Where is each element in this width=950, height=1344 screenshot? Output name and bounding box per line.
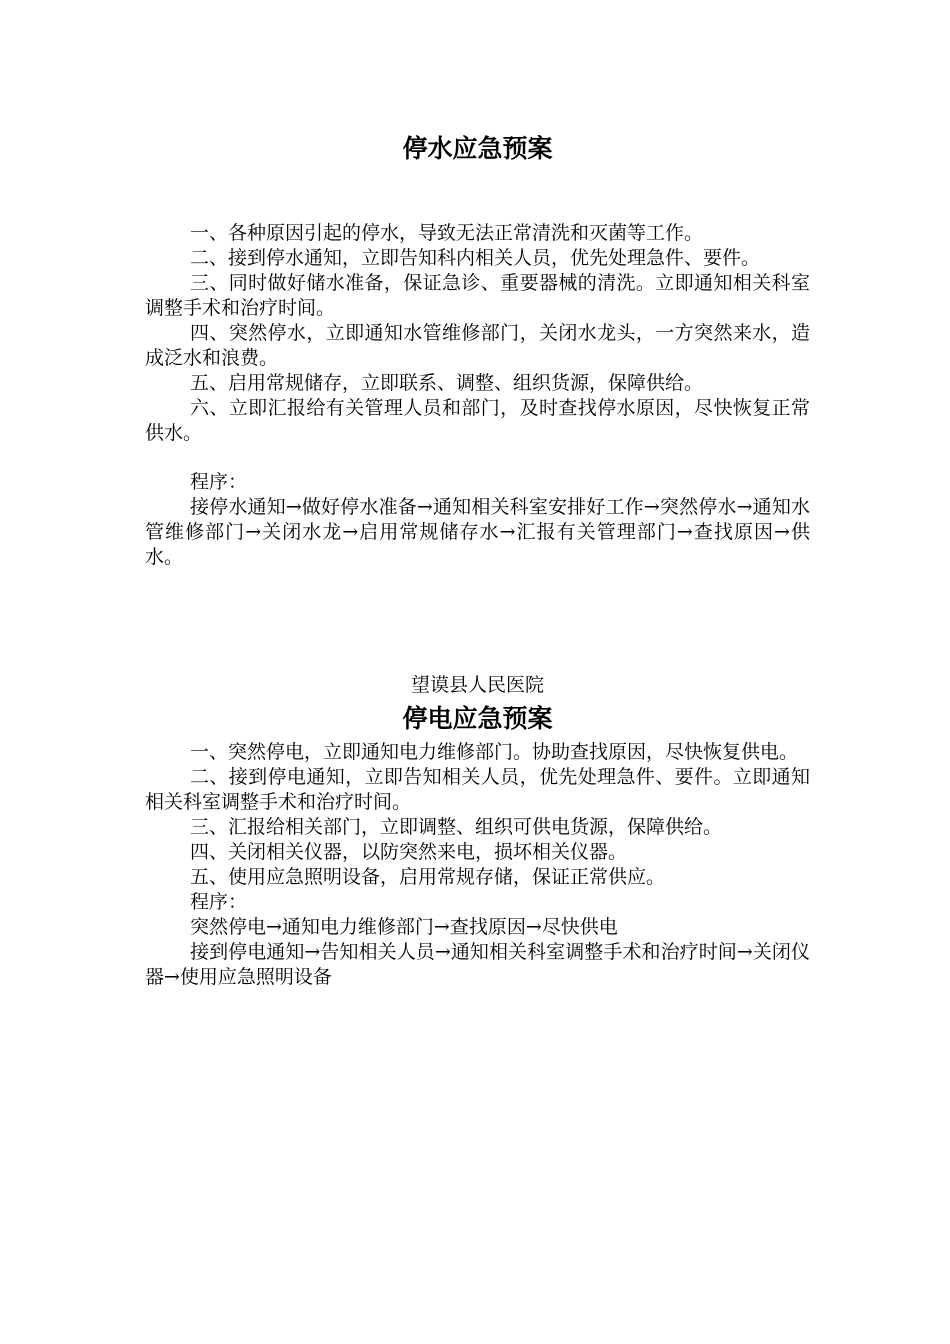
water-outage-plan: [145, 132, 810, 570]
water-plan-item-2: 二、接到停水通知，立即告知科内相关人员，优先处理急件、要件。: [190, 247, 761, 269]
power-plan-item-3: 三、汇报给相关部门，立即调整、组织可供电货源，保障供给。: [190, 816, 723, 838]
power-plan-item-1: 一、突然停电，立即通知电力维修部门。协助查找原因，尽快恢复供电。: [190, 741, 799, 763]
hospital-name: 望谟县人民医院: [410, 674, 544, 696]
power-outage-plan: [145, 672, 810, 990]
power-plan-title: 停电应急预案: [402, 704, 553, 733]
water-plan-item-1: 一、各种原因引起的停水，导致无法正常清洗和灭菌等工作。: [190, 222, 704, 244]
power-plan-item-2: 二、接到停电通知，立即告知相关人员，优先处理急件、要件。立即通知相关科室调整手术和治疗时间。: [145, 766, 810, 813]
water-plan-item-3: 三、同时做好储水准备，保证急诊、重要器械的清洗。立即通知相关科室调整手术和治疗时间。: [145, 272, 810, 319]
power-procedure-line-1: 突然停电→通知电力维修部门→查找原因→尽快供电: [190, 916, 618, 938]
power-plan-item-5: 五、使用应急照明设备，启用常规存储，保证正常供应。: [190, 866, 666, 888]
water-procedure-label: 程序：: [190, 471, 248, 493]
power-procedure-label: 程序：: [190, 891, 248, 913]
power-plan-item-4: 四、关闭相关仪器，以防突然来电，损坏相关仪器。: [190, 841, 628, 863]
water-plan-item-5: 五、启用常规储存，立即联系、调整、组织货源，保障供给。: [190, 372, 704, 394]
water-plan-item-4: 四、突然停水，立即通知水管维修部门，关闭水龙头，一方突然来水，造成泛水和浪费。: [145, 322, 810, 369]
paragraph-gap: [145, 446, 810, 470]
water-plan-title: 停水应急预案: [402, 134, 553, 163]
water-procedure-text: 接停水通知→做好停水准备→通知相关科室安排好工作→突然停水→通知水管维修部门→关闭水龙→启用常规储存水→汇报有关管理部门→查找原因→供水。: [145, 496, 810, 568]
water-plan-item-6: 六、立即汇报给有关管理人员和部门，及时查找停水原因，尽快恢复正常供水。: [145, 397, 810, 444]
power-procedure-line-2: 接到停电通知→告知相关人员→通知相关科室调整手术和治疗时间→关闭仪器→使用应急照明设备: [145, 941, 810, 988]
